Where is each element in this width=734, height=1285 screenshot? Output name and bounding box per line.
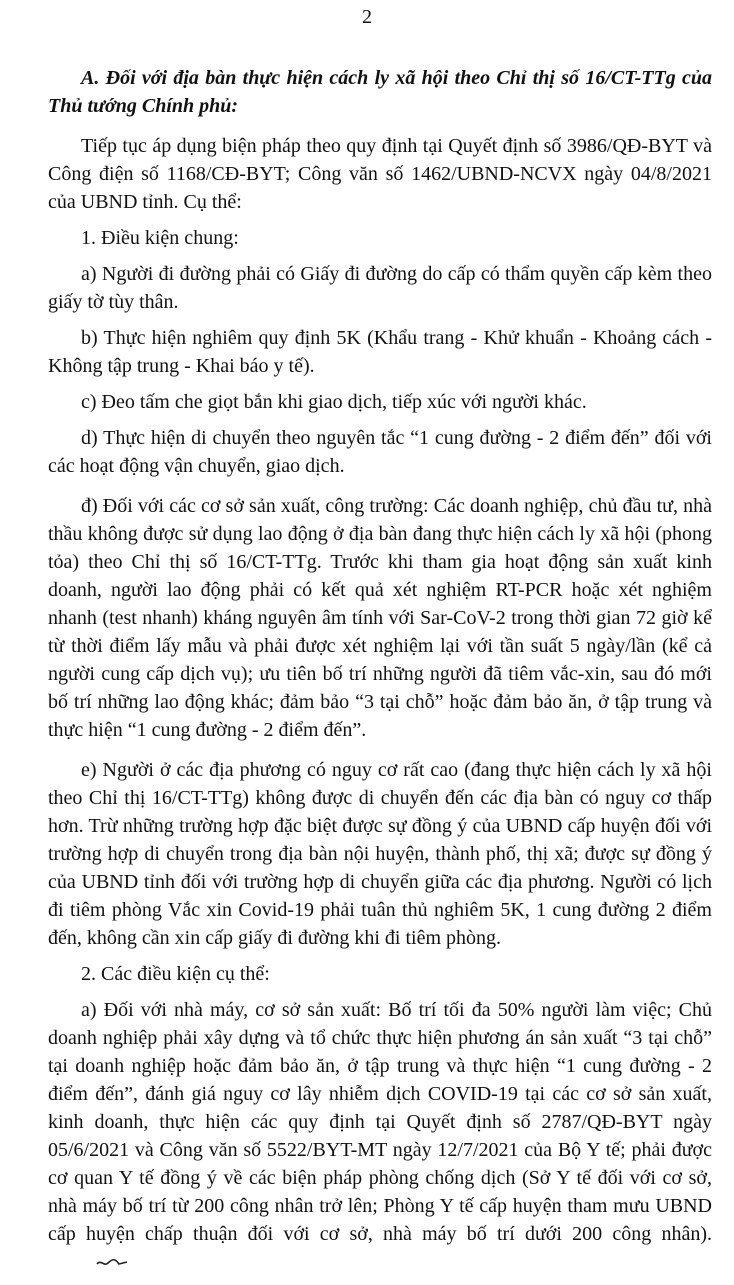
paragraph-item-a: a) Người đi đường phải có Giấy đi đường do cấp có thẩm quyền cấp kèm theo giấy tờ tùy thân. (48, 263, 712, 313)
page-number: 2 (362, 6, 372, 28)
section-heading: A. Đối với địa bàn thực hiện cách ly xã hội theo Chỉ thị số 16/CT-TTg của Thủ tướng Chính phủ: (48, 67, 712, 117)
paragraph-item-d: d) Thực hiện di chuyển theo nguyên tắc “1 cung đường - 2 điểm đến” đối với các hoạt động vận chuyển, giao dịch. (48, 427, 712, 477)
paragraph-intro: Tiếp tục áp dụng biện pháp theo quy định tại Quyết định số 3986/QĐ-BYT và Công điện số 1168/CĐ-BYT; Công văn số 1462/UBND-NCVX ngày 04/8/2021 của UBND tỉnh. Cụ thể: (48, 135, 712, 213)
paragraph-item-e: e) Người ở các địa phương có nguy cơ rất cao (đang thực hiện cách ly xã hội theo Chỉ thị 16/CT-TTg) không được di chuyển đến các địa bàn có nguy cơ thấp hơn. Trừ những trường hợp đặc biệt được sự đồng ý của UBND cấp huyện đối với trường hợp di chuyển trong địa bàn nội huyện, thành phố, thị xã; được sự đồng ý của UBND tỉnh đối với trường hợp di chuyển giữa các địa phương. Người có lịch đi tiêm phòng Vắc xin Covid-19 phải tuân thủ nghiêm 5K, 1 cung đường 2 điểm đến, không cần xin cấp giấy đi đường khi đi tiêm phòng. (48, 759, 712, 949)
paragraph-specific-item-a (48, 996, 712, 1277)
document-body (48, 64, 712, 1285)
paragraph-specific-conditions: 2. Các điều kiện cụ thể: (81, 963, 270, 985)
paragraph-item-c: c) Đeo tấm che giọt bắn khi giao dịch, tiếp xúc với người khác. (81, 391, 587, 413)
paragraph-item-b: b) Thực hiện nghiêm quy định 5K (Khẩu trang - Khử khuẩn - Khoảng cách - Không tập trung - Khai báo y tế). (48, 327, 712, 377)
initial-signature-mark (62, 1249, 129, 1277)
paragraph-specific-item-a-text: a) Đối với nhà máy, cơ sở sản xuất: Bố trí tối đa 50% người làm việc; Chủ doanh nghiệp phải xây dựng và tổ chức thực hiện phương án sản xuất “3 tại chỗ” tại doanh nghiệp hoặc đảm bảo ăn, ở tập trung và thực hiện “1 cung đường - 2 điểm đến”, đánh giá nguy cơ lây nhiễm dịch COVID-19 tại các cơ sở sản xuất, kinh doanh, thực hiện các quy định tại Quyết định số 2787/QĐ-BYT ngày 05/6/2021 và Công văn số 5522/BYT-MT ngày 12/7/2021 của Bộ Y tế; phải được cơ quan Y tế đồng ý về các biện pháp phòng chống dịch (Sở Y tế đối với cơ sở, nhà máy bố trí từ 200 công nhân trở lên; Phòng Y tế cấp huyện tham mưu UBND cấp huyện chấp thuận đối với cơ sở, nhà máy bố trí dưới 200 công nhân). (48, 999, 712, 1245)
paragraph-item-dd: đ) Đối với các cơ sở sản xuất, công trường: Các doanh nghiệp, chủ đầu tư, nhà thầu không được sử dụng lao động ở địa bàn đang thực hiện cách ly xã hội (phong tỏa) theo Chỉ thị số 16/CT-TTg. Trước khi tham gia hoạt động sản xuất kinh doanh, người lao động phải có kết quả xét nghiệm RT-PCR hoặc xét nghiệm nhanh (test nhanh) kháng nguyên âm tính với Sar-CoV-2 trong thời gian 72 giờ kể từ thời điểm lấy mẫu và phải được xét nghiệm lại với tần suất 5 ngày/lần (kể cả người cung cấp dịch vụ); ưu tiên bố trí những người đã tiêm vắc-xin, sau đó mới bố trí những lao động khác; đảm bảo “3 tại chỗ” hoặc đảm bảo ăn, ở tập trung và thực hiện “1 cung đường - 2 điểm đến”. (48, 495, 712, 741)
paragraph-general-conditions: 1. Điều kiện chung: (81, 227, 239, 249)
